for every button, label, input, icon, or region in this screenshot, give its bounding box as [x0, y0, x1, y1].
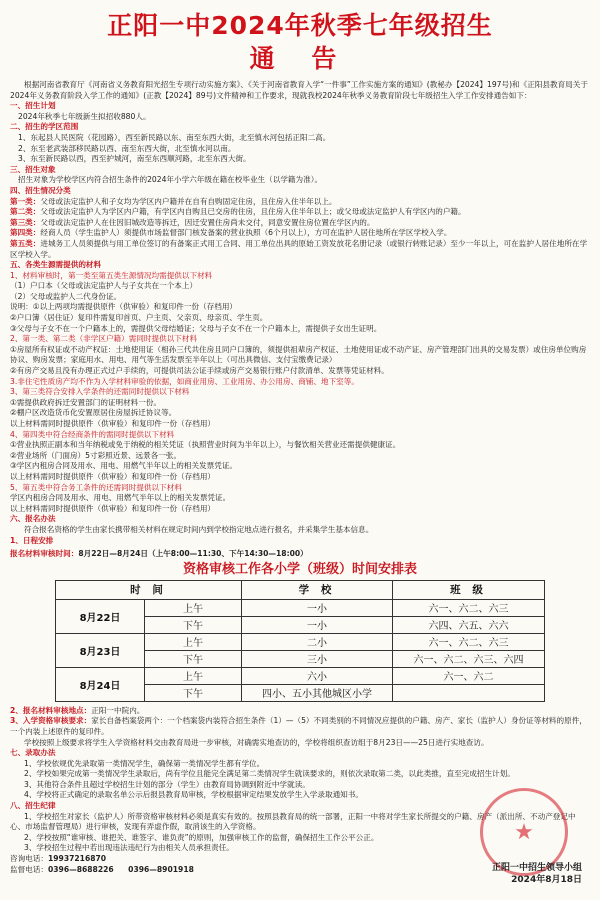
list-item: 4、第四类中符合经商条件的需同时提供以下材料 [10, 429, 175, 439]
list-item: 1、东起县人民医院（花园路），西至新民路以东、南至东西大街，北至慎水河包括正阳二高。 [18, 132, 331, 142]
list-item: 以上材料需同时提供原件（供审验）和复印件一份（存档用） [10, 419, 216, 428]
list-item: （1）户口本（父母或法定监护人与子女共在一个本上） [10, 281, 198, 291]
list-item: 1、学校依规优先录取第一类情况学生，确保第一类情况学生都有学位。 [24, 758, 265, 768]
table-row: 8月24日 上午 六小 六一、六二 [56, 667, 545, 684]
table-header: 班 级 [393, 580, 545, 599]
table-header: 时 间 [56, 580, 242, 599]
category-item: 第二类：父母或法定监护人为学区内户籍，有学区内自购且已交房的住房，且住房入住半年以上；或父母或法定监护人有学区内的户籍。 [10, 207, 466, 217]
materials-list [10, 271, 590, 515]
list-item: ①营业执照正副本和当年纳税或免于纳税的相关凭证（执照营业时间为半年以上），与餐饮相关营业还需提供健康证。 [10, 440, 401, 450]
section-heading: 六、报名办法 [10, 514, 56, 524]
signature-block [492, 862, 582, 886]
supervision-phone: 监督电话：0396—8688226 0396—8901918 [10, 864, 194, 874]
section-heading: 三、招生对象 [10, 164, 56, 174]
table-row: 8月22日 上午 一小 六一、六二、六三 [56, 599, 545, 616]
page-subtitle: 通 告 [249, 44, 351, 73]
table-header: 学 校 [242, 580, 393, 599]
list-item: ②户口簿（居住证）复印件需复印首页、户主页、父亲页、母亲页、学生页。 [10, 313, 268, 323]
section-text: 招生对象为学校学区内符合招生条件的2024年小学六年级在籍在校毕业生（以学籍为准）。 [18, 175, 323, 185]
section-heading: 五、各类生源需提供的材料 [10, 260, 102, 270]
list-item: ②营业场所（门面房）5寸彩照近景、远景各一张。 [10, 450, 182, 460]
list-item: ①需提供政府拆迁安置部门的证明材料一份。 [10, 397, 162, 407]
list-item: 3、学校招生过程中若出现违法违纪行为由相关人员承担责任。 [24, 843, 234, 853]
signing-date: 2024年8月18日 [511, 875, 582, 885]
list-item: （2）父母或监护人二代身份证。 [10, 291, 122, 301]
list-item: 4、学校将正式确定的录取名单公示后报县教育局审核，学校根据审定结果发放学生入学录取通知书。 [24, 790, 363, 800]
schedule-heading: 1、日程安排 [10, 535, 54, 545]
list-item: 2、东至老武装部移民路以西、南至东西大街，北至慎水河以南。 [18, 143, 236, 153]
list-item: 3、第三类符合安排入学条件的还需同时提供以下材料 [10, 387, 190, 397]
schedule-table [55, 580, 545, 702]
list-item: 1、学校招生对家长（监护人）所带资格审核材料必须是真实有效的。按照县教育局的统一部署，正阳一中将对学生家长所提交的户籍、房产（派出所、不动产登记中心、市场监督管理局）进行审核，发现有弄虚作假，取消该生的入学资格。 [10, 811, 576, 832]
category-item: 第五类：进城务工人员须提供与用工单位签订的有备案正式用工合同、用工单位出具的原始工资发放花名册记录（或银行转账记录）至少一年以上，可在监护人居住地所在学区学校入学。 [10, 238, 588, 259]
category-item: 第四类：经商人员（学生监护人）须提供市场监督部门核发备案的营业执照（6个月以上），方可在监护人居住地所在学区学校入学。 [10, 228, 452, 238]
list-item: 5、第五类中符合务工条件的还需同时提供以下材料 [10, 482, 182, 492]
list-item: 3、东至新民路以西，西至护城河，南至东西顺河路，北至东西大街。 [18, 154, 251, 164]
section-heading: 二、招生的学区范围 [10, 122, 79, 132]
list-item: 以上材料需同时提供原件（供审验）和复印件一份（存档用） [10, 503, 216, 513]
section-heading: 四、招生情况分类 [10, 185, 71, 195]
official-seal: ★ [480, 788, 568, 876]
list-item: 2、学校如果完成第一类情况学生录取后，尚有学位且能完全满足第二类情况学生就读要求的，则依次录取第二类，以此类推，直至完成招生计划。 [24, 769, 515, 779]
list-item: ②有房产交易且没有办理正式过户手续的，可提供司法公证手续或房产交易银行账户付款清单、发票等凭证材料。 [10, 366, 389, 376]
list-item: ③学区内租房合同及用水、用电、用燃气半年以上的相关发票凭证。 [10, 461, 238, 471]
schedule-table-title: 资格审核工作各小学（班级）时间安排表 [182, 561, 417, 577]
page-title: 正阳一中2024年秋季七年级招生 [107, 11, 493, 40]
section-text: 符合报名资格的学生由家长携带相关材料在规定时间内到学校指定地点进行报名，并采集学生基本信息。 [24, 524, 374, 534]
review-place: 2、报名材料审核地点：正阳一中院内。 [10, 705, 145, 715]
table-row: 下午 三小 六一、六二、六三、六四 [56, 650, 545, 667]
list-item: 3、其他符合条件且超过学校招生计划的部分（学生）由教育局协调到附近中学就读。 [24, 779, 310, 789]
category-item: 第一类：父母或法定监护人和子女均为学区内户籍并在自有自购固定住房，且住房入住半年以上。 [10, 196, 337, 206]
list-item: 1、材料审核时，第一类至第五类生源情况均需提供以下材料 [10, 270, 213, 280]
section-heading: 一、招生计划 [10, 101, 56, 111]
list-item: 说明：①以上两项均需提供原件（供审验）和复印件一份（存档用） [10, 302, 238, 312]
list-item: 学区内租房合同及用水、用电、用燃气半年以上的相关发票凭证。 [10, 493, 231, 503]
list-item: ②棚户区改造货币化安置原居住房屋拆迁协议等。 [10, 408, 177, 418]
list-item: 3.非住宅性质房产均不作为入学材料审验的依据，如商业用房、工业用房、办公用房、商铺、地下室等。 [10, 376, 359, 386]
signing-organization: 正阳一中招生领导小组 [491, 863, 582, 873]
section-text: 2024年秋季七年级新生拟招收880人。 [18, 111, 151, 121]
section-heading: 八、招生纪律 [10, 801, 56, 811]
list-item: 2、学校按照“谁审核、谁把关、谁签字、谁负责”的原则，加强审核工作的监督，确保招生工作公平公正。 [24, 832, 379, 842]
consult-phone: 咨询电话：19937216870 [10, 854, 107, 864]
intro-paragraph: 根据河南省教育厅《河南省义务教育阳光招生专项行动实施方案》、《关于河南省教育入学“一件事”工作实施方案的通知》(教秘办【2024】197号)和《正阳县教育局关于2024年义务教育阶段入学工作的通知》(正教【2024】89号)文件精神和工作要求，现就我校2024年秋季义务教育阶段七年级招生入学工作安排通告如下： [10, 80, 588, 100]
table-row: 8月23日 上午 二小 六一、六二、六三 [56, 633, 545, 650]
list-item: ③父母与子女不在一个户籍本上的，需提供父母结婚证；父母与子女不在一个户籍本上，需提供子女出生证明。 [10, 323, 382, 333]
list-item: 以上材料需同时提供原件（供审验）和复印件一份（存档用） [10, 471, 216, 481]
review-requirements-2: 学校按照上级要求将学生入学资格材料交由教育局进一步审核，对确需实地查访的，学校将组织查访组于8月23日——25日进行实地查访。 [24, 737, 489, 747]
review-requirements: 3、入学资格审核要求：家长自备档案袋两个：一个档案袋内装符合招生条件（1）—（5）不同类别的不同情况应提供的户籍、房产、家长（监护人）身份证等材料的原件，一个内装上述原件的复印件。 [10, 716, 587, 736]
list-item: ①房屋所有权证或不动产权证：土地使用证（相孙三代共住房且同户口簿的，须提供祖辈房产权证、土地使用证或不动产证、房产管理部门出具的交易发票）或住房单位购房协议、购房发票；家庭用水、用电、用气等生活发票至半年以上（可出具微信、支付宝缴费记录） [10, 344, 587, 365]
category-item: 第三类：父母或法定监护人在住因旧城改造等拆迁，因迁安置住房尚未交付，同意安置住房位置在学区内的。 [10, 217, 375, 227]
section-heading: 七、录取办法 [10, 748, 56, 758]
list-item: 2、第一类、第二类（非学区户籍）需同时提供以下材料 [10, 334, 198, 344]
table-row: 下午 一小 六四、六五、六六 [56, 616, 545, 633]
table-row: 下午 四小、五小其他城区小学 [56, 684, 545, 701]
review-time: 报名材料审核时间：8月22日—8月24日（上午8:00—11:30、下午14:30—18:00） [10, 549, 308, 559]
notice-body [10, 80, 590, 560]
